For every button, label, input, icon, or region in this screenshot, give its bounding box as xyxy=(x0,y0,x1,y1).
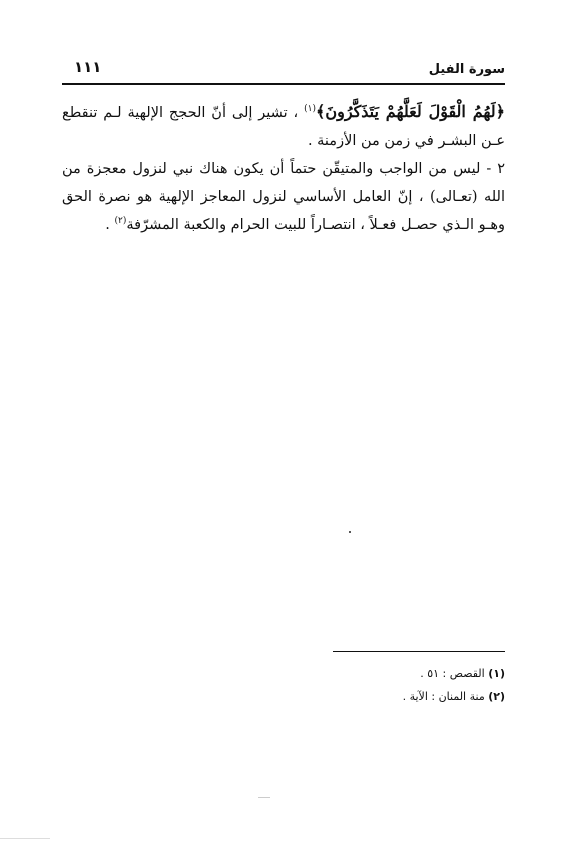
paragraph-2 xyxy=(62,155,505,239)
footnote-separator xyxy=(333,651,505,652)
paragraph-1-text: ، تشير إلى أنّ الحجج الإلهية لـم تنقطع عـن البشـر في زمن من الأزمنة . xyxy=(62,105,505,149)
paragraph-2-text: ٢ - ليس من الواجب والمتيقّن حتماً أن يكون هناك نبي لنزول معجزة من الله (تعـالى) ، إنّ العامل الأساسي لنزول المعاجز الإلهية هو نصرة الحق وهـو الـذي حصـل فعـلاً ، انتصـاراً للبيت الحرام والكعبة المشرّفة xyxy=(62,161,505,233)
paragraph-2-tail: . xyxy=(105,217,115,233)
footnote-2-text: منة المنان : الآية . xyxy=(402,690,485,703)
footnote-ref-2: (٢) xyxy=(114,216,127,227)
footnote-1-text: القصص : ٥١ . xyxy=(420,667,485,680)
footnote-2 xyxy=(265,685,505,708)
page-number: ١١١ xyxy=(74,58,102,76)
footnote-1-number: (١) xyxy=(488,667,505,680)
footnote-1 xyxy=(265,662,505,685)
stray-dot xyxy=(349,531,351,533)
header-rule xyxy=(62,83,505,85)
quran-verse: ﴿لَهُمُ الْقَوْلَ لَعَلَّهُمْ يَتَذَكَّرُونَ﴾ xyxy=(315,102,506,121)
main-body-text xyxy=(62,98,505,239)
footnote-ref-1: (١) xyxy=(304,104,316,115)
footnote-2-number: (٢) xyxy=(488,690,505,703)
bottom-mark xyxy=(258,797,270,798)
corner-mark xyxy=(0,838,50,839)
paragraph-1 xyxy=(62,98,505,155)
chapter-title: سورة الفيل xyxy=(428,62,505,77)
footnotes xyxy=(265,662,505,708)
